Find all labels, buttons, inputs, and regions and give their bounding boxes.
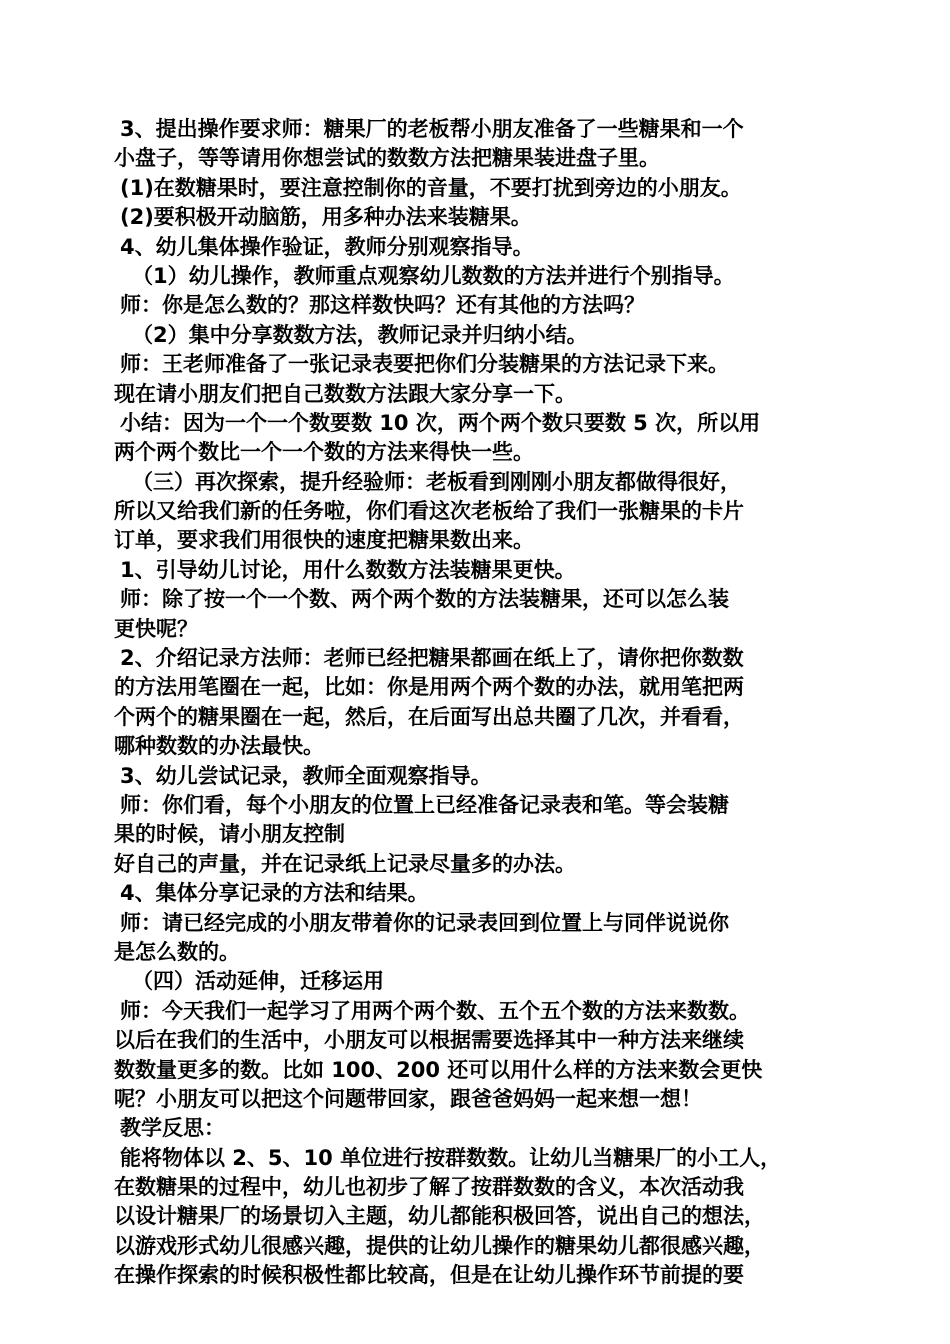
text-line: 两个两个数比一个一个数的方法来得快一些。 xyxy=(114,440,534,465)
text-line: 在数糖果的过程中，幼儿也初步了解了按群数数的含义，本次活动我 xyxy=(114,1175,744,1200)
text-line: 4、幼儿集体操作验证，教师分别观察指导。 xyxy=(120,234,534,259)
text-line: 好自己的声量，并在记录纸上记录尽量多的办法。 xyxy=(114,851,576,876)
text-line: 所以又给我们新的任务啦，你们看这次老板给了我们一张糖果的卡片 xyxy=(114,499,744,524)
text-line: 订单，要求我们用很快的速度把糖果数出来。 xyxy=(114,528,534,553)
text-line: 能将物体以 2、5、10 单位进行按群数数。让幼儿当糖果厂的小工人， xyxy=(120,1145,782,1170)
text-line: 数数量更多的数。比如 100、200 还可以用什么样的方法来数会更快 xyxy=(114,1057,763,1082)
text-line: 果的时候，请小朋友控制 xyxy=(114,822,345,847)
text-line: 4、集体分享记录的方法和结果。 xyxy=(120,881,429,906)
text-line: （三）再次探索，提升经验师：老板看到刚刚小朋友都做得很好， xyxy=(132,469,741,494)
text-line: 师：你们看，每个小朋友的位置上已经准备记录表和笔。等会装糖 xyxy=(120,792,729,817)
text-line: 1、引导幼儿讨论，用什么数数方法装糖果更快。 xyxy=(120,557,576,582)
text-line: 是怎么数的。 xyxy=(114,939,240,964)
text-line: 以设计糖果厂的场景切入主题，幼儿都能积极回答，说出自己的想法， xyxy=(114,1204,765,1229)
text-line: 个两个的糖果圈在一起，然后，在后面写出总共圈了几次，并看看， xyxy=(114,704,744,729)
text-line: 呢？小朋友可以把这个问题带回家，跟爸爸妈妈一起来想一想！ xyxy=(114,1086,702,1111)
text-line: （四）活动延伸，迁移运用 xyxy=(132,969,384,994)
text-line: 师：除了按一个一个数、两个两个数的方法装糖果，还可以怎么装 xyxy=(120,587,729,612)
text-line: （2）集中分享数数方法，教师记录并归纳小结。 xyxy=(132,322,588,347)
text-line: 小盘子，等等请用你想尝试的数数方法把糖果装进盘子里。 xyxy=(114,146,660,171)
document-page xyxy=(114,115,844,1291)
text-line: 教学反思： xyxy=(120,1116,225,1141)
text-line: 现在请小朋友们把自己数数方法跟大家分享一下。 xyxy=(114,381,576,406)
text-line: (2)要积极开动脑筋，用多种办法来装糖果。 xyxy=(120,205,532,230)
text-line: 更快呢？ xyxy=(114,616,198,641)
text-line: 以后在我们的生活中，小朋友可以根据需要选择其中一种方法来继续 xyxy=(114,1028,744,1053)
text-line: 师：请已经完成的小朋友带着你的记录表回到位置上与同伴说说你 xyxy=(120,910,729,935)
text-line: 3、幼儿尝试记录，教师全面观察指导。 xyxy=(120,763,492,788)
text-line: 哪种数数的办法最快。 xyxy=(114,734,324,759)
text-line: 在操作探索的时候积极性都比较高，但是在让幼儿操作环节前提的要 xyxy=(114,1263,744,1288)
text-line: 的方法用笔圈在一起，比如：你是用两个两个数的办法，就用笔把两 xyxy=(114,675,744,700)
text-line: 师：王老师准备了一张记录表要把你们分装糖果的方法记录下来。 xyxy=(120,352,729,377)
text-line: 师：你是怎么数的？那这样数快吗？还有其他的方法吗？ xyxy=(120,293,645,318)
text-line: （1）幼儿操作，教师重点观察幼儿数数的方法并进行个别指导。 xyxy=(132,263,735,288)
text-line: 师：今天我们一起学习了用两个两个数、五个五个数的方法来数数。 xyxy=(120,998,750,1023)
text-line: 3、提出操作要求师：糖果厂的老板帮小朋友准备了一些糖果和一个 xyxy=(120,117,744,141)
text-line: 以游戏形式幼儿很感兴趣，提供的让幼儿操作的糖果幼儿都很感兴趣， xyxy=(114,1233,765,1258)
text-line: 小结：因为一个一个数要数 10 次，两个两个数只要数 5 次，所以用 xyxy=(120,410,761,435)
text-line: 2、介绍记录方法师：老师已经把糖果都画在纸上了，请你把你数数 xyxy=(120,646,744,671)
text-line: (1)在数糖果时，要注意控制你的音量，不要打扰到旁边的小朋友。 xyxy=(120,175,742,200)
